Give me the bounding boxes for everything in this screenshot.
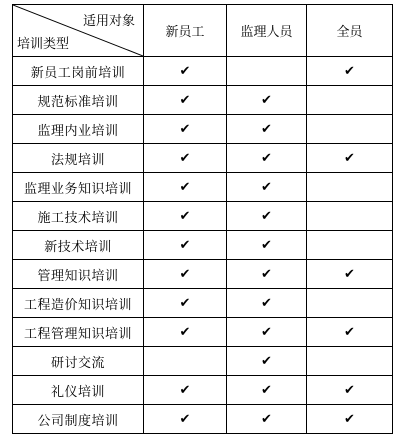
cell-supervisor [227,289,307,318]
cell-supervisor [227,405,307,434]
cell-new-employee [144,289,227,318]
cell-all-staff [307,115,393,144]
cell-new-employee [144,86,227,115]
training-type-cell: 法规培训 [13,144,144,173]
checkmark-icon: ✔ [261,208,272,224]
checkmark-icon: ✔ [261,150,272,166]
cell-all-staff [307,347,393,376]
cell-new-employee [144,57,227,86]
cell-new-employee [144,144,227,173]
checkmark-icon: ✔ [179,324,191,340]
cell-new-employee [144,318,227,347]
cell-all-staff [307,173,393,202]
cell-new-employee [144,115,227,144]
cell-all-staff [307,144,393,173]
cell-supervisor [227,173,307,202]
table-body [13,57,393,434]
cell-all-staff [307,260,393,289]
checkmark-icon: ✔ [344,324,355,340]
table-row [13,260,393,289]
table-row [13,173,393,202]
cell-all-staff [307,202,393,231]
table-row [13,202,393,231]
cell-supervisor [227,376,307,405]
table-row [13,376,393,405]
training-type-cell: 礼仪培训 [13,376,144,405]
checkmark-icon: ✔ [344,63,355,79]
checkmark-icon: ✔ [179,295,191,311]
column-header-new-employee: 新员工 [144,5,227,57]
checkmark-icon: ✔ [179,266,191,282]
checkmark-icon: ✔ [261,382,272,398]
checkmark-icon: ✔ [261,295,272,311]
cell-all-staff [307,86,393,115]
table-row [13,405,393,434]
cell-supervisor [227,86,307,115]
cell-new-employee [144,260,227,289]
training-type-cell: 公司制度培训 [13,405,144,434]
checkmark-icon: ✔ [261,237,272,253]
table-row [13,57,393,86]
column-header-supervisor: 监理人员 [227,5,307,57]
checkmark-icon: ✔ [179,92,191,108]
cell-supervisor [227,202,307,231]
training-type-cell: 施工技术培训 [13,202,144,231]
checkmark-icon: ✔ [179,208,191,224]
checkmark-icon: ✔ [179,237,191,253]
training-type-cell: 工程造价知识培训 [13,289,144,318]
training-type-label: 培训类型 [17,37,70,52]
training-type-cell: 规范标准培训 [13,86,144,115]
training-type-cell: 研讨交流 [13,347,144,376]
training-matrix-table [12,4,393,434]
checkmark-icon: ✔ [179,179,191,195]
cell-all-staff [307,405,393,434]
training-type-cell: 新技术培训 [13,231,144,260]
checkmark-icon: ✔ [261,353,272,369]
cell-supervisor [227,115,307,144]
cell-supervisor [227,347,307,376]
cell-supervisor [227,318,307,347]
cell-new-employee [144,202,227,231]
cell-new-employee [144,405,227,434]
cell-supervisor [227,260,307,289]
table-row [13,318,393,347]
checkmark-icon: ✔ [179,382,191,398]
checkmark-icon: ✔ [261,121,272,137]
checkmark-icon: ✔ [179,121,191,137]
cell-supervisor [227,57,307,86]
checkmark-icon: ✔ [261,411,272,427]
cell-all-staff [307,318,393,347]
checkmark-icon: ✔ [261,92,272,108]
column-header-all-staff: 全员 [307,5,393,57]
table-row [13,231,393,260]
cell-supervisor [227,231,307,260]
table-row [13,347,393,376]
cell-all-staff [307,57,393,86]
checkmark-icon: ✔ [261,266,272,282]
checkmark-icon: ✔ [179,63,191,79]
checkmark-icon: ✔ [344,382,355,398]
cell-new-employee [144,231,227,260]
cell-new-employee [144,376,227,405]
cell-supervisor [227,144,307,173]
training-type-cell: 工程管理知识培训 [13,318,144,347]
cell-new-employee [144,173,227,202]
cell-all-staff [307,289,393,318]
checkmark-icon: ✔ [261,179,272,195]
cell-all-staff [307,376,393,405]
training-type-cell: 新员工岗前培训 [13,57,144,86]
table-row [13,289,393,318]
training-type-cell: 监理业务知识培训 [13,173,144,202]
table-row [13,144,393,173]
table-row [13,115,393,144]
training-type-cell: 管理知识培训 [13,260,144,289]
diagonal-header-cell [13,5,144,57]
checkmark-icon: ✔ [344,411,355,427]
cell-all-staff [307,231,393,260]
checkmark-icon: ✔ [344,150,355,166]
cell-new-employee [144,347,227,376]
header-row [13,5,393,57]
checkmark-icon: ✔ [261,324,272,340]
training-type-cell: 监理内业培训 [13,115,144,144]
applicable-target-label: 适用对象 [82,14,135,29]
checkmark-icon: ✔ [179,150,191,166]
checkmark-icon: ✔ [179,411,191,427]
table-row [13,86,393,115]
checkmark-icon: ✔ [344,266,355,282]
